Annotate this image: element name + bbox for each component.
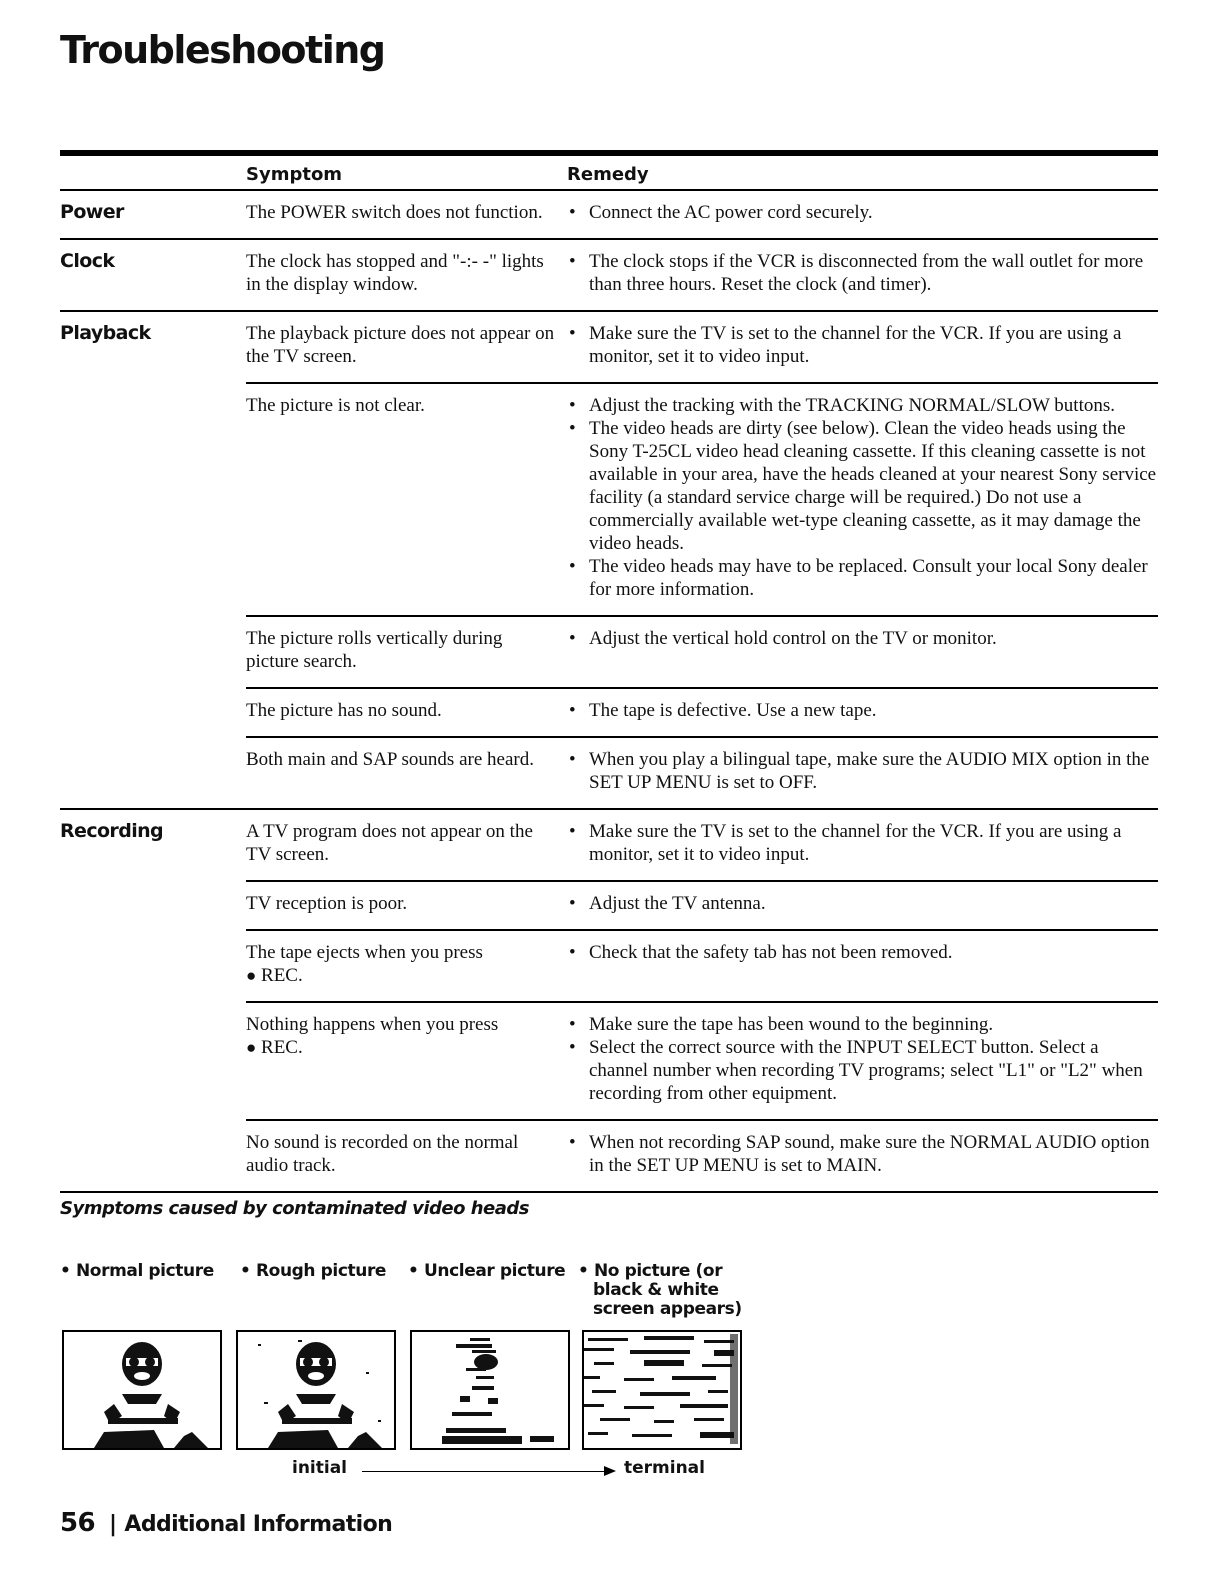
table-row [60,239,1158,311]
symptom-text: REC. [261,1037,303,1058]
remedy-item: • When not recording SAP sound, make sure the NORMAL AUDIO option in the SET UP MENU is set to MAIN. [567,1131,1158,1177]
category-playback: Playback [60,311,246,383]
table-row [60,383,1158,616]
table-header-row [60,153,1158,190]
video-heads-heading: Symptoms caused by contaminated video heads [60,1198,529,1219]
remedy-item: • Make sure the tape has been wound to the beginning. [567,1013,1158,1036]
symptom: The playback picture does not appear on the TV screen. [246,311,567,383]
remedy [567,1120,1158,1192]
page-number: 56 [60,1508,95,1538]
header-remedy: Remedy [567,153,1158,190]
symptom: No sound is recorded on the normal audio track. [246,1120,567,1192]
remedy-item: • Check that the safety tab has not been removed. [567,941,1158,964]
table-row [60,1002,1158,1120]
normal-picture-image [62,1330,222,1450]
remedy-item: • The clock stops if the VCR is disconnected from the wall outlet for more than three hours. Reset the clock (and timer). [567,250,1158,296]
label-terminal: terminal [624,1458,705,1478]
remedy-item: • Make sure the TV is set to the channel for the VCR. If you are using a monitor, set it to video input. [567,820,1158,866]
remedy-item: • Make sure the TV is set to the channel for the VCR. If you are using a monitor, set it to video input. [567,322,1158,368]
remedy [567,809,1158,881]
remedy [567,383,1158,616]
rough-picture-image [236,1330,396,1450]
symptom [246,930,567,1002]
table-row [60,930,1158,1002]
table-row [60,1120,1158,1192]
remedy [567,616,1158,688]
symptom: The picture rolls vertically during picture search. [246,616,567,688]
symptom: Both main and SAP sounds are heard. [246,737,567,809]
remedy-item: • The video heads are dirty (see below). Clean the video heads using the Sony T-25CL video head cleaning cassette. If this cleaning cassette is not available in your area, have the heads cleaned at your nearest Sony service facility (a standard service charge will be required.) Do not use a commercially available wet-type cleaning cassette, as it may damage the video heads. [567,417,1158,555]
category-power: Power [60,190,246,239]
label-no-picture-line-3: screen appears) [593,1299,742,1319]
symptom: TV reception is poor. [246,881,567,930]
remedy [567,930,1158,1002]
troubleshooting-table [60,150,1158,1193]
remedy [567,688,1158,737]
table-row [60,311,1158,383]
table-row [60,190,1158,239]
symptom [246,1002,567,1120]
remedy-item: • The tape is defective. Use a new tape. [567,699,1158,722]
remedy-item: • The video heads may have to be replaced. Consult your local Sony dealer for more information. [567,555,1158,601]
label-initial: initial [292,1458,348,1478]
unclear-picture-image [410,1330,570,1450]
label-unclear-picture: • Unclear picture [408,1261,566,1281]
symptom: A TV program does not appear on the TV screen. [246,809,567,881]
record-dot-icon: ● [246,1038,257,1057]
remedy-item: • Adjust the vertical hold control on the TV or monitor. [567,627,1158,650]
remedy-item: • Select the correct source with the INPUT SELECT button. Select a channel number when recording TV programs; select "L1" or "L2" when recording from other equipment. [567,1036,1158,1105]
progression-arrow-line [362,1471,610,1472]
table-row [60,616,1158,688]
category-recording: Recording [60,809,246,881]
table-row [60,737,1158,809]
symptom: The picture is not clear. [246,383,567,616]
page-footer [60,1508,392,1538]
symptom-text: Nothing happens when you press [246,1014,499,1035]
symptom-text: REC. [261,965,303,986]
remedy [567,190,1158,239]
remedy [567,737,1158,809]
record-dot-icon: ● [246,966,257,985]
label-no-picture-line-2: black & white [593,1280,719,1300]
table-row [60,809,1158,881]
remedy-item: • When you play a bilingual tape, make sure the AUDIO MIX option in the SET UP MENU is set to OFF. [567,748,1158,794]
remedy-item: • Adjust the tracking with the TRACKING NORMAL/SLOW buttons. [567,394,1158,417]
symptom: The clock has stopped and "-:- -" lights in the display window. [246,239,567,311]
label-normal-picture: • Normal picture [60,1261,214,1281]
page-title: Troubleshooting [60,28,385,72]
header-category [60,153,246,190]
remedy [567,311,1158,383]
footer-separator: | [108,1512,117,1537]
table-row [60,688,1158,737]
arrow-right-icon [604,1466,616,1476]
remedy [567,881,1158,930]
table-row [60,881,1158,930]
header-symptom: Symptom [246,153,567,190]
symptom: The picture has no sound. [246,688,567,737]
remedy [567,239,1158,311]
category-clock: Clock [60,239,246,311]
symptom-text: The tape ejects when you press [246,942,483,963]
remedy-item: • Connect the AC power cord securely. [567,201,1158,224]
label-no-picture-line-1: • No picture (or [578,1261,723,1281]
symptom: The POWER switch does not function. [246,190,567,239]
label-no-picture [578,1262,742,1319]
no-picture-image [582,1330,742,1450]
footer-section: Additional Information [124,1512,393,1537]
remedy [567,1002,1158,1120]
label-rough-picture: • Rough picture [240,1261,387,1281]
remedy-item: • Adjust the TV antenna. [567,892,1158,915]
